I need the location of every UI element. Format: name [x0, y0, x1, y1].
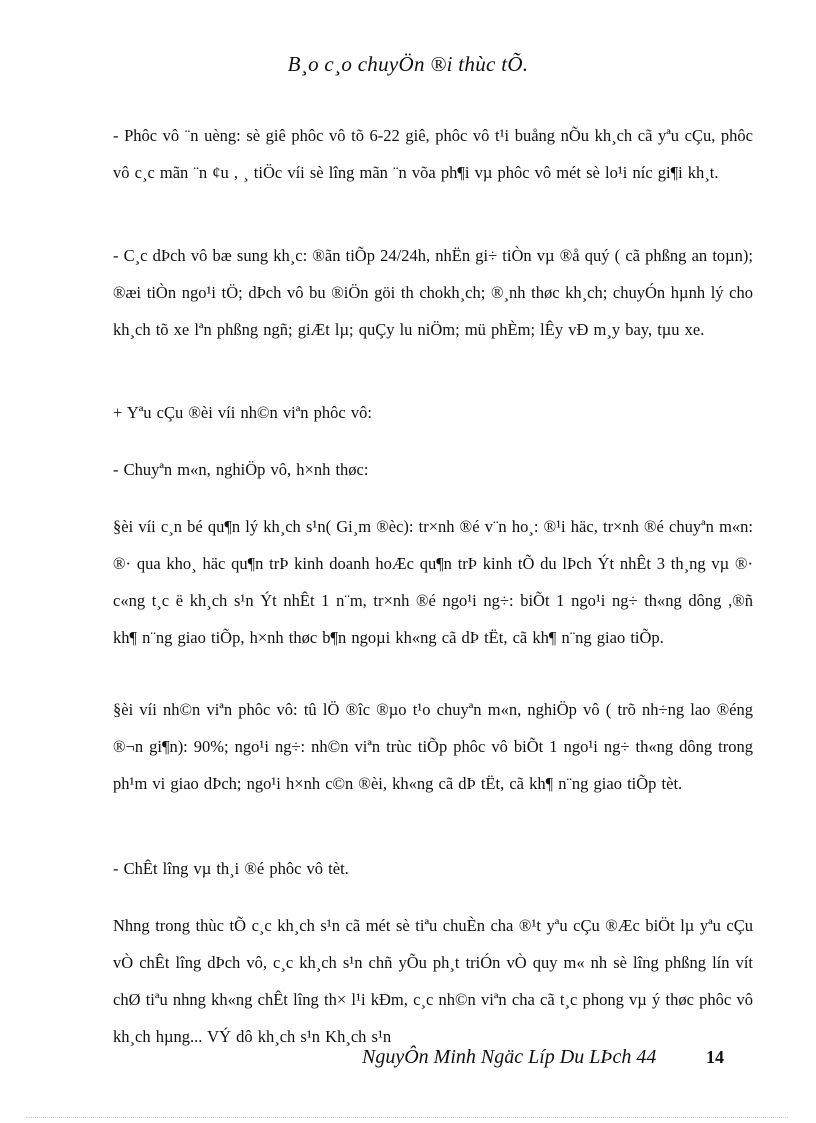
footer-divider [26, 1117, 788, 1118]
paragraph-expertise-heading: - Chuyªn m«n, nghiÖp vô, h×nh thøc: [113, 460, 369, 479]
paragraph-service-quality: - ChÊt lîng vµ th¸i ®é phôc vô tèt. [113, 859, 349, 878]
paragraph-staff-requirements: §èi víi nh©n viªn phôc vô: tû lÖ ®îc ®µo t¹o chuyªn m«n, nghiÖp vô ( trõ nh÷ng lao ®éng ®¬n gi¶n): 90%; ngo¹i ng÷: nh©n viªn trùc tiÕp phôc vô biÕt 1 ngo¹i ng÷ th«ng dông trong ph¹m vi giao dÞch; ngo¹i h×nh c©n ®èi, kh«ng cã dÞ tËt, cã kh¶ n¨ng giao tiÕp tèt. [113, 700, 753, 793]
paragraph-food-service: - Phôc vô ¨n uèng: sè giê phôc vô tõ 6-22 giê, phôc vô t¹i buång nÕu kh¸ch cã yªu cÇu, phôc vô c¸c mãn ¨n ¢u , ¸ tiÖc víi sè lîng mãn ¨n võa ph¶i vµ phôc vô mét sè lo¹i níc gi¶i kh¸t. [113, 126, 753, 182]
paragraph-staff-requirements-heading: + Yªu cÇu ®èi víi nh©n viªn phôc vô: [113, 403, 372, 422]
footer-author: NguyÔn Minh Ngäc Líp Du LÞch 44 [362, 1046, 657, 1068]
page-number: 14 [706, 1047, 724, 1067]
paragraph-manager-requirements: §èi víi c¸n bé qu¶n lý kh¸ch s¹n( Gi¸m ®èc): tr×nh ®é v¨n ho¸: ®¹i häc, tr×nh ®é chuyªn m«n: ®· qua kho¸ häc qu¶n trÞ kinh doanh hoÆc qu¶n trÞ kinh tÕ du lÞch Ýt nhÊt 3 th¸ng vµ ®· c«ng t¸c ë kh¸ch s¹n Ýt nhÊt 1 n¨m, tr×nh ®é ngo¹i ng÷: biÕt 1 ngo¹i ng÷ th«ng dông ,®ñ kh¶ n¨ng giao tiÕp, h×nh thøc b¶n ngoµi kh«ng cã dÞ tËt, cã kh¶ n¨ng giao tiÕp. [113, 517, 753, 647]
paragraph-reality-assessment: Nhng trong thùc tÕ c¸c kh¸ch s¹n cã mét sè tiªu chuÈn cha ®¹t yªu cÇu ®Æc biÖt lµ yªu cÇu vÒ chÊt lîng dÞch vô, c¸c kh¸ch s¹n chñ yÕu ph¸t triÓn vÒ quy m« nh sè lîng phßng lín vít chØ tiªu nhng kh«ng chÊt lîng th× l¹i kÐm, c¸c nh©n viªn cha cã t¸c phong vµ ý thøc phôc vô kh¸ch hµng... VÝ dô kh¸ch s¹n Kh¸ch s¹n [113, 916, 753, 1046]
paragraph-additional-services: - C¸c dÞch vô bæ sung kh¸c: ®ãn tiÕp 24/24h, nhËn gi÷ tiÒn vµ ®å quý ( cã phßng an toµn); ®æi tiÒn ngo¹i tÖ; dÞch vô bu ®iÖn göi th chokh¸ch; ®¸nh thøc kh¸ch; chuyÓn hµnh lý cho kh¸ch tõ xe lªn phßng ngñ; giÆt lµ; quÇy lu niÖm; mü phÈm; lÊy vÐ m¸y bay, tµu xe. [113, 246, 753, 339]
page-header: B¸o c¸o chuyÖn ®i thùc tÕ. [287, 52, 529, 76]
